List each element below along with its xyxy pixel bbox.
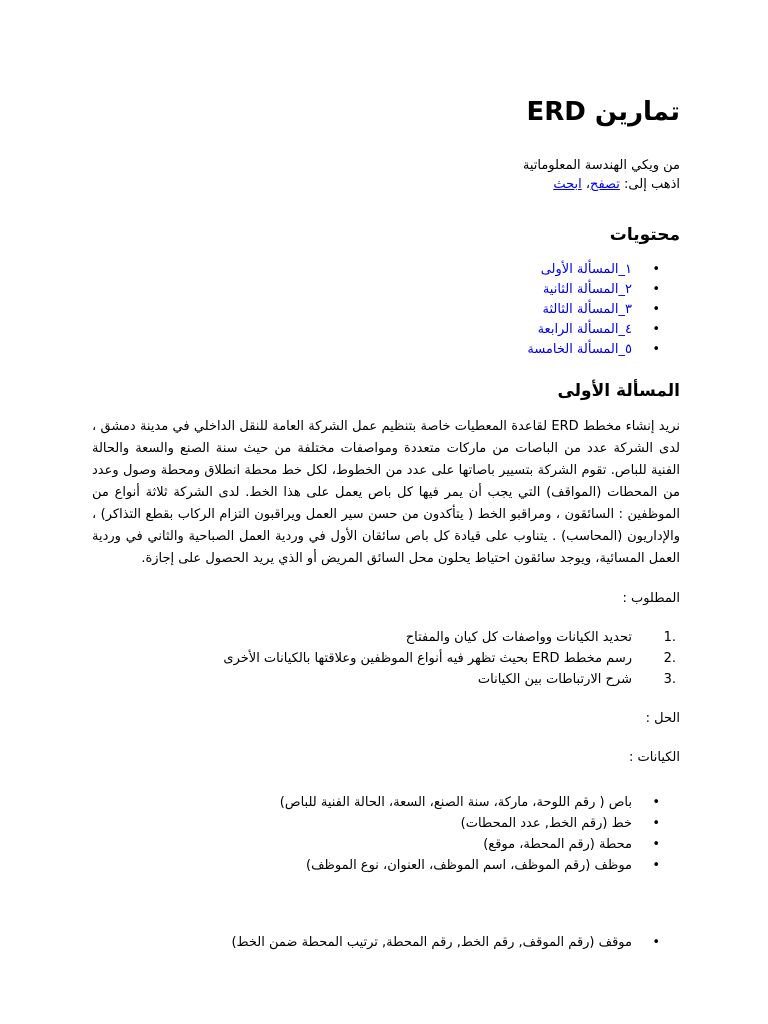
list-item: 1. تحديد الكيانات وواصفات كل كيان والمفتاح [405,630,676,645]
toc-heading: محتويات [609,225,680,245]
list-item: 3. شرح الارتباطات بين الكيانات [477,672,676,687]
toc-item [92,340,632,360]
required-label: المطلوب : [622,591,680,606]
toc-link-2[interactable]: ٢_المسألة الثانية [542,282,632,297]
problem-paragraph: نريد إنشاء مخطط ERD لقاعدة المعطيات خاصة بتنظيم عمل الشركة العامة للنقل الداخلي في مدينة دمشق ، لدى الشركة عدد من الباصات من ماركات متعددة ومواصفات مختلفة من حيث سنة الصنع والسعة والحالة الفنية للباص. تقوم الشركة بتسيير باصاتها على عدد من الخطوط، لكل خط محطة انطلاق ومحطة وصول وعدد من المحطات (المواقف) التي يجب أن يمر فيها كل باص يعمل على هذا الخط. لدى الشركة ثلاثة أنواع من الموظفين : السائقون ، ومراقبو الخط ( يتأكدون من حسن سير العمل ويراقبون التزام الركاب بقطع التذاكر) ، والإداريون (المحاسب) . يتناوب على قيادة كل باص سائقان الأول في وردية العمل الصباحية والثاني في وردية العمل المسائية، ويوجد سائقون احتياط يحلون محل السائق المريض أو الذي يريد الحصول على إجازة. [92,419,680,566]
toc-item [92,320,632,340]
entities-list-more [92,932,680,953]
toc-item [92,300,632,320]
toc-item [92,260,632,280]
entity-item: • باص ( رقم اللوحة، ماركة، سنة الصنع، السعة، الحالة الفنية للباص) [92,792,632,813]
nav-link[interactable]: تصفح [590,177,620,192]
toc-link-5[interactable]: ٥_المسألة الخامسة [527,342,632,357]
list-item: 2. رسم مخطط ERD بحيث تظهر فيه أنواع الموظفين وعلاقتها بالكيانات الأخرى [223,651,676,666]
required-list [92,627,680,690]
entity-item: • محطة (رقم المحطة، موقع) [92,834,632,855]
toc-link-4[interactable]: ٤_المسألة الرابعة [537,322,632,337]
toc-item [92,280,632,300]
goto-separator: ، [585,177,591,192]
toc-link-3[interactable]: ٣_المسألة الثالثة [542,302,632,317]
entities-label: الكيانات : [629,750,680,765]
entity-item: • موقف (رقم الموقف, رقم الخط, رقم المحطة, ترتيب المحطة ضمن الخط) [92,932,632,953]
site-subtitle: من ويكي الهندسة المعلوماتية [522,158,680,173]
entities-list [92,792,680,876]
section-heading: المسألة الأولى [557,381,680,401]
solution-label: الحل : [645,711,680,726]
entity-item: • موظف (رقم الموظف، اسم الموظف، العنوان، نوع الموظف) [92,855,632,876]
entity-item: • خط (رقم الخط, عدد المحطات) [92,813,632,834]
goto-prefix: اذهب إلى: [624,177,680,192]
toc-link-1[interactable]: ١_المسألة الأولى [540,262,632,277]
toc-list [92,260,680,360]
goto-line [92,175,680,194]
search-link[interactable]: ابحث [553,177,582,192]
page-title: تمارين ERD [526,97,680,127]
